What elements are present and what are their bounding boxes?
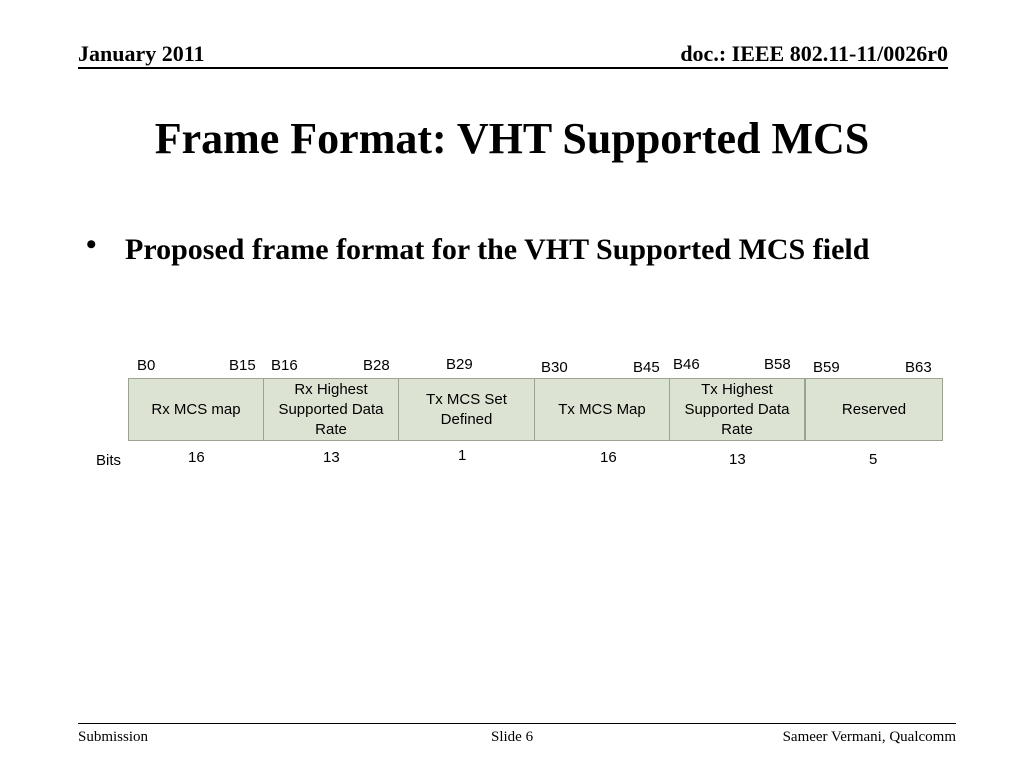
bullet-text: Proposed frame format for the VHT Supported MCS field	[125, 233, 870, 266]
bullet-icon: •	[86, 228, 97, 261]
bit-label: B16	[271, 357, 298, 374]
bits-value: 13	[323, 449, 340, 466]
bit-label: B0	[137, 357, 156, 374]
slide-title: Frame Format: VHT Supported MCS	[154, 114, 870, 163]
bit-label: B59	[813, 359, 840, 376]
field-tx-highest-rate	[669, 378, 805, 441]
field-rx-mcs-map	[128, 378, 264, 441]
field-tx-mcs-map	[534, 378, 670, 441]
field-reserved	[805, 378, 943, 441]
field-label: Tx MCS Map	[558, 400, 646, 418]
field-label: Rx MCS map	[151, 400, 241, 418]
bit-label: B46	[673, 356, 700, 373]
field-label: Tx MCS Set Defined	[426, 390, 507, 428]
bits-value: 16	[600, 449, 617, 466]
field-label: Rx Highest Supported Data Rate	[278, 380, 384, 438]
bit-label: B15	[229, 357, 256, 374]
bits-value: 1	[458, 447, 467, 464]
field-label: Reserved	[841, 400, 907, 418]
bits-caption: Bits	[96, 452, 122, 469]
header-date: January 2011	[78, 41, 205, 66]
field-label: Tx Highest Supported Data Rate	[684, 380, 790, 438]
footer-submission: Submission	[78, 729, 149, 745]
bit-label: B45	[633, 359, 660, 376]
field-rx-highest-rate	[263, 378, 399, 441]
bits-value: 16	[188, 449, 205, 466]
bit-label: B29	[446, 356, 473, 373]
header-rule	[78, 67, 948, 69]
bit-label: B30	[541, 359, 568, 376]
header-doc-id: doc.: IEEE 802.11-11/0026r0	[680, 41, 948, 66]
bit-label: B28	[363, 357, 390, 374]
bit-label: B58	[764, 356, 791, 373]
footer-slide-number: Slide 6	[491, 729, 534, 745]
footer-author: Sameer Vermani, Qualcomm	[782, 729, 956, 745]
footer-rule	[78, 723, 956, 724]
bits-value: 5	[869, 451, 878, 468]
field-tx-mcs-set-defined	[398, 378, 535, 441]
bits-value: 13	[729, 451, 746, 468]
bit-label: B63	[905, 359, 932, 376]
